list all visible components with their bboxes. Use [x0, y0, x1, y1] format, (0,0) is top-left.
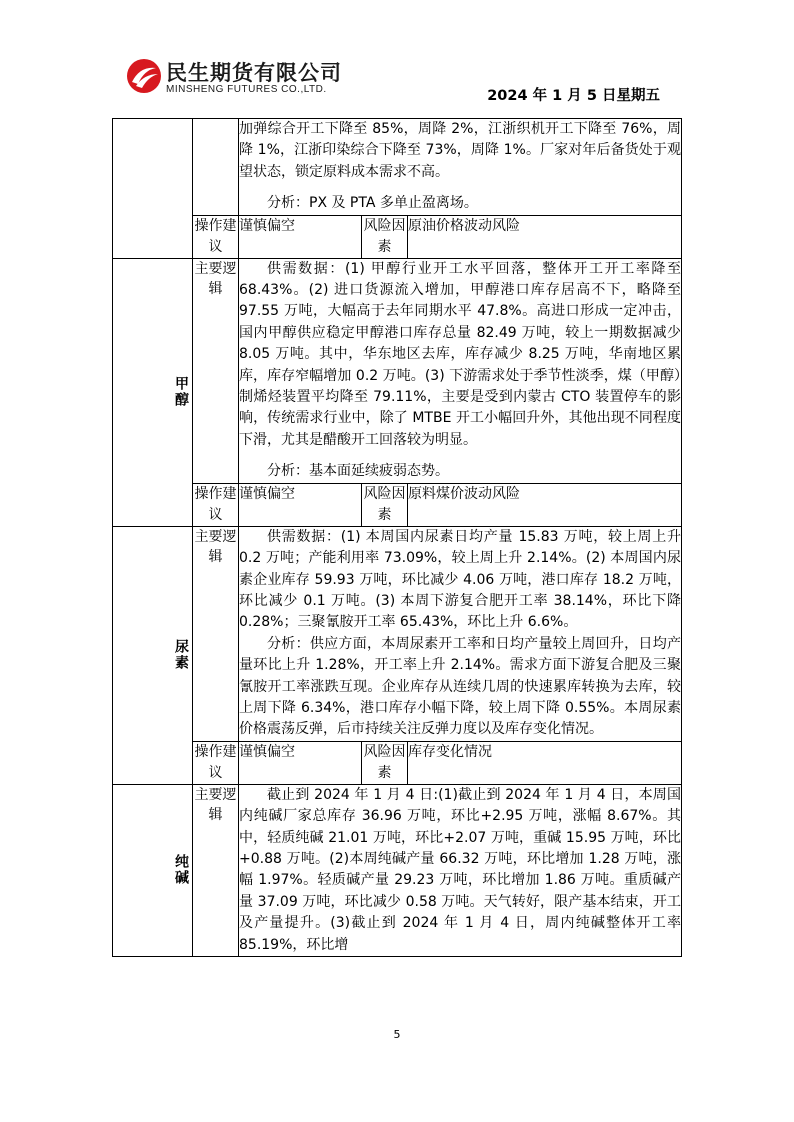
table-row — [113, 258, 682, 483]
analysis-paragraph: 分析：PX 及 PTA 多单止盈离场。 — [267, 195, 478, 212]
analysis-paragraph: 分析：基本面延续疲弱态势。 — [267, 463, 449, 480]
table-row — [113, 526, 682, 741]
logic-label-cell — [193, 119, 239, 216]
risk-label: 风险因素 — [362, 741, 408, 784]
risk-value: 原料煤价波动风险 — [408, 483, 682, 526]
minsheng-logo-icon — [126, 58, 162, 94]
logic-label: 主要逻辑 — [193, 784, 239, 956]
op-value: 谨慎偏空 — [239, 215, 362, 258]
category-methanol: 甲醇 — [113, 258, 193, 526]
paragraph: 供需数据：(1) 本周国内尿素日均产量 15.83 万吨，较上周上升 0.2 万吨；产能利用率 73.09%，较上周上升 2.14%。(2) 本周国内尿素企业库存 59.93 万吨，环比减少 4.06 万吨，港口库存 18.2 万吨，环比减少 0.1 万吨。(3) 本周下游复合肥开工率 38.14%，环比下降 0.28%；三聚氰胺开工率 65.43%，环比上升 6.6%。 — [239, 528, 681, 631]
company-name-cn: 民生期货有限公司 — [166, 61, 342, 85]
risk-label: 风险因素 — [362, 215, 408, 258]
op-label: 操作建议 — [193, 741, 239, 784]
op-label: 操作建议 — [193, 215, 239, 258]
paragraph: 截止到 2024 年 1 月 4 日:(1)截止到 2024 年 1 月 4 日，本周国内纯碱厂家总库存 36.96 万吨，环比+2.95 万吨，涨幅 8.67%。其中，轻质纯碱 21.01 万吨，环比+2.07 万吨，重碱 15.95 万吨，环比+0.88 万吨。(2)本周纯碱产量 66.32 万吨，环比增加 1.28 万吨，涨幅 1.97%。轻质碱产量 29.23 万吨，环比增加 1.86 万吨。重质碱产量 37.09 万吨，环比减少 0.58 万吨。天气转好，限产基本结束，开工及产量提升。(3)截止到 2024 年 1 月 4 日，周内纯碱整体开工率 85.19%，环比增 — [239, 786, 681, 953]
risk-value: 原油价格波动风险 — [408, 215, 682, 258]
table-row — [113, 119, 682, 216]
report-date: 2024 年 1 月 5 日星期五 — [487, 88, 660, 104]
logic-label: 主要逻辑 — [193, 258, 239, 483]
table-row — [113, 741, 682, 784]
paragraph: 供需数据：(1) 甲醇行业开工水平回落，整体开工开工率降至 68.43%。(2) 进口货源流入增加，甲醇港口库存居高不下，略降至 97.55 万吨，大幅高于去年同期水平 47.8%。高进口形成一定冲击，国内甲醇供应稳定甲醇港口库存总量 82.49 万吨，较上一期数据减少 8.05 万吨。其中，华东地区去库，库存减少 8.25 万吨，华南地区累库，库存窄幅增加 0.2 万吨。(3) 下游需求处于季节性淡季，煤（甲醇）制烯烃装置平均降至 79.11%，主要是受到内蒙古 CTO 装置停车的影响，传统需求行业中，除了 MTBE 开工小幅回升外，其他出现不同程度下滑，尤其是醋酸开工回落较为明显。 — [239, 260, 681, 448]
logic-content — [239, 784, 682, 956]
page-number: 5 — [393, 1028, 401, 1041]
logic-content — [239, 526, 682, 741]
commodity-table — [112, 118, 682, 957]
category-urea: 尿素 — [113, 526, 193, 784]
op-value: 谨慎偏空 — [239, 483, 362, 526]
op-value: 谨慎偏空 — [239, 741, 362, 784]
op-label: 操作建议 — [193, 483, 239, 526]
page-header — [0, 0, 794, 120]
paragraph: 加弹综合开工下降至 85%，周降 2%，江浙织机开工下降至 76%，周降 1%，江浙印染综合下降至 73%，周降 1%。厂家对年后备货处于观望状态，锁定原料成本需求不高。 — [239, 121, 681, 180]
table-row — [113, 483, 682, 526]
category-cell — [113, 119, 193, 259]
logic-content — [239, 119, 682, 216]
company-name-en: MINSHENG FUTURES CO.,LTD. — [166, 84, 327, 95]
analysis-paragraph: 分析：供应方面，本周尿素开工率和日均产量较上周回升，日均产量环比上升 1.28%，开工率上升 2.14%。需求方面下游复合肥及三聚氰胺开工率涨跌互现。企业库存从连续几周的快速累库转换为去库，较上周下降 6.34%，港口库存小幅下降，较上周下降 0.55%。本周尿素价格震荡反弹，后市持续关注反弹力度以及库存变化情况。 — [239, 635, 681, 738]
table-row — [113, 215, 682, 258]
logic-content — [239, 258, 682, 483]
category-soda-ash: 纯碱 — [113, 784, 193, 956]
logic-label: 主要逻辑 — [193, 526, 239, 741]
risk-value: 库存变化情况 — [408, 741, 682, 784]
risk-label: 风险因素 — [362, 483, 408, 526]
table-row — [113, 784, 682, 956]
